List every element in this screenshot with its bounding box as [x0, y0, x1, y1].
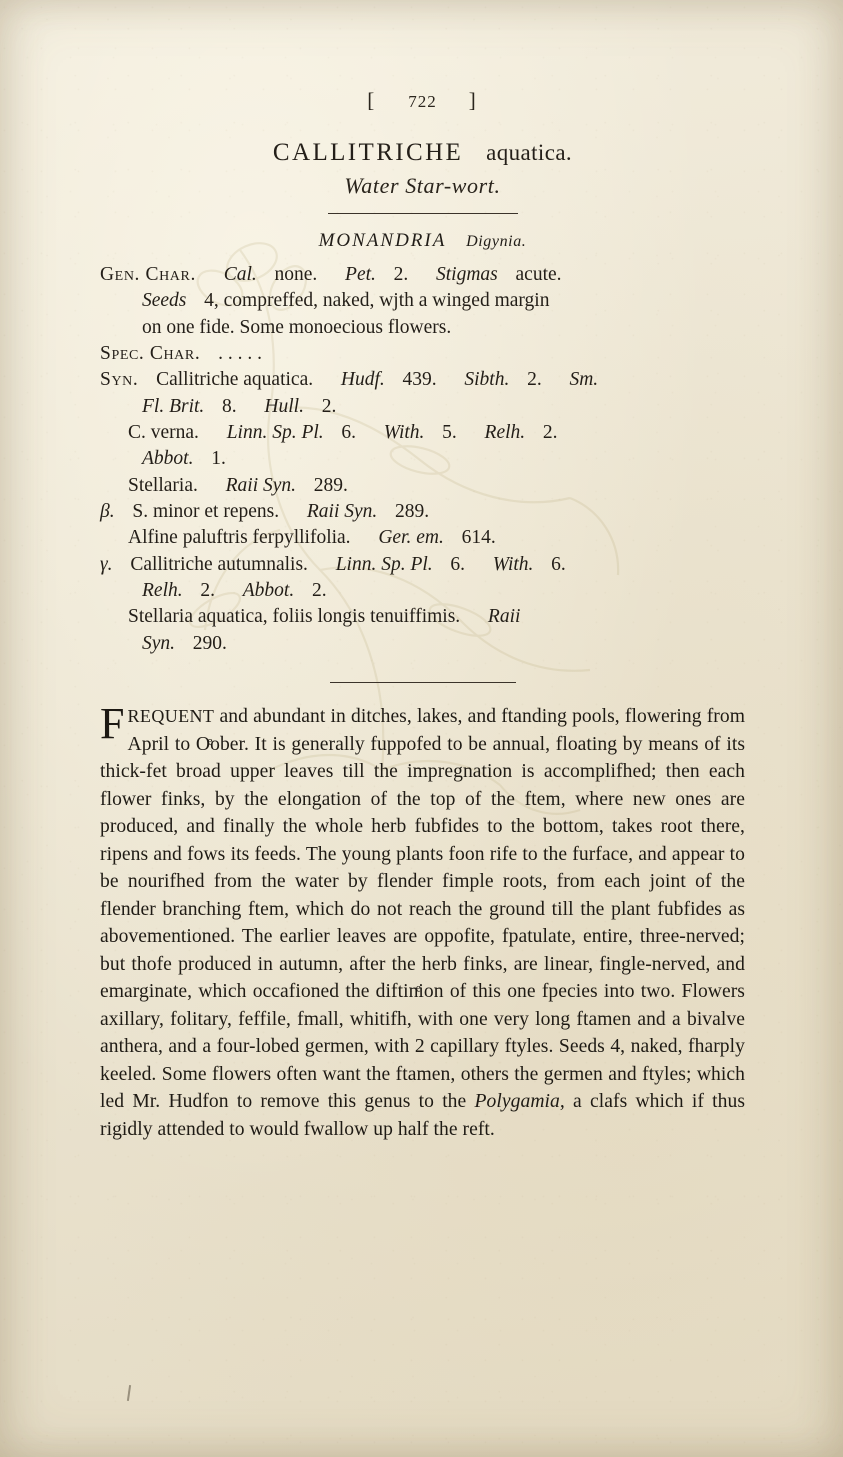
syn-ref-relh-2: Relh.	[142, 580, 183, 602]
page-number-value: 722	[408, 92, 437, 111]
syn-name-2: C. verna.	[128, 422, 199, 444]
drop-cap: F	[100, 699, 125, 749]
spec-char-line	[100, 341, 745, 366]
classification-line	[100, 230, 745, 252]
syn-ref-relh: Relh.	[484, 422, 526, 444]
syn-name-3: Stellaria.	[128, 474, 198, 496]
syn-ref-ger: Ger. em.	[378, 527, 444, 549]
syn-ref-raii-3: Raii	[487, 606, 521, 628]
syn-ref-linn-2: Linn. Sp. Pl.	[335, 553, 433, 575]
syn-ref-sm: Sm.	[569, 369, 599, 391]
syn-line-4	[100, 446, 745, 471]
gen-char-seeds-value: 4, compreffed, naked, wjth a winged margin	[204, 290, 550, 312]
syn-name-7: Stellaria aquatica, foliis longis tenuiffimis.	[128, 606, 461, 628]
syn-label: Syn.	[100, 369, 139, 391]
syn-ref-with-2-num: 6.	[551, 553, 566, 575]
syn-name-1: Callitriche aquatica.	[156, 369, 314, 391]
gen-char-stigmas: Stigmas	[436, 264, 498, 285]
description-paragraph	[100, 699, 745, 1143]
gen-char-cal: Cal.	[223, 264, 257, 285]
syn-ref-hudson-num: 439.	[402, 369, 437, 391]
syn-ref-raii-2-num: 289.	[395, 501, 430, 523]
syn-ref-relh-2-num: 2.	[200, 580, 215, 602]
syn-ref-raii-2: Raii Syn.	[306, 501, 378, 523]
syn-ref-flbrit-num: 8.	[222, 395, 237, 417]
syn-line-9	[100, 578, 745, 603]
syn-ref-with-num: 5.	[442, 422, 457, 444]
syn-ref-with-2: With.	[492, 553, 534, 575]
gen-char-pet-value: 2.	[393, 264, 409, 285]
syn-ref-abbot-2: Abbot.	[242, 580, 295, 602]
syn-ref-with: With.	[383, 422, 425, 444]
syn-line-3	[100, 420, 745, 445]
syn-ref-raii-1-num: 289.	[313, 474, 348, 496]
gen-char-line-2	[100, 288, 745, 313]
page-mark	[127, 1385, 131, 1401]
divider-rule-bottom	[330, 682, 516, 683]
syn-ref-abbot-2-num: 2.	[311, 580, 327, 602]
syn-line-8	[100, 552, 745, 577]
syn-name-4: S. minor et repens.	[132, 501, 280, 523]
syn-line-6	[100, 499, 745, 524]
syn-ref-abbot-num: 1.	[211, 448, 226, 470]
syn-ref-linn-2-num: 6.	[450, 553, 466, 575]
syn-ref-ger-num: 614.	[461, 527, 496, 549]
syn-name-5: Alfine paluftris ferpyllifolia.	[128, 527, 351, 549]
gen-char-line-1	[100, 262, 745, 287]
syn-ref-linn: Linn. Sp. Pl.	[226, 422, 324, 444]
common-name: Water Star-wort.	[344, 173, 501, 198]
syn-ref-sibth: Sibth.	[464, 369, 510, 391]
genus-name: CALLITRICHE	[272, 139, 464, 166]
syn-line-11	[100, 631, 745, 656]
description-main-text: and abundant in ditches, lakes, and ftanding pools, flowering from April to Oͤober. It is generally fuppofed to be annual, floating by means of its thick-fet broad upper leaves till the impregnation is accomplifhed; then each flower finks, by the elongation of the top of the ftem, where new ones are produced, and finally the whole herb fubfides to the bottom, takes root there, ripens and fows its feeds. The young plants foon rife to the furface, and appear to be nourifhed from the water by flender fimple roots, from each joint of the flender branching ftem, which do not reach the ground till the plant fubfides as abovementioned. The earlier leaves are oppofite, fpatulate, entire, three-nerved; but thofe produced in autumn, after the herb finks, are linear, fingle-nerved, and emarginate, which occafioned the diftinͤion of this one fpecies into two. Flowers axillary, folitary, feffile, fmall, whitifh, with one very long ftamen and a bivalve anthera, and a four-lobed germen, with 2 capillary ftyles. Seeds 4, naked, fharply keeled. Some flowers often want the ftamen, others the germen and ftyles; which led Mr. Hudfon to remove this genus to the	[100, 706, 745, 1113]
bracket-open: [	[367, 88, 377, 112]
syn-line-2	[100, 394, 745, 419]
gen-char-line-3: on one fide. Some monoecious flowers.	[142, 316, 452, 338]
page-number	[100, 88, 745, 113]
syn-ref-syn-3: Syn.	[142, 632, 176, 654]
gen-char-label: Gen. Char.	[100, 264, 196, 285]
syn-ref-linn-num: 6.	[341, 422, 357, 444]
species-title	[100, 139, 745, 167]
syn-ref-hull-num: 2.	[321, 395, 337, 417]
gen-char-stigmas-value: acute.	[515, 264, 562, 285]
characters-and-synonyms	[100, 262, 745, 656]
divider-rule-top	[328, 213, 518, 214]
syn-ref-syn-3-num: 290.	[192, 632, 227, 654]
syn-ref-relh-num: 2.	[542, 422, 558, 444]
syn-line-7	[100, 525, 745, 550]
order-name: Digynia.	[466, 233, 527, 250]
syn-line-5	[100, 473, 745, 498]
syn-ref-abbot: Abbot.	[142, 448, 194, 470]
gen-char-cal-value: none.	[274, 264, 318, 285]
spec-char-value: . . . . .	[218, 343, 262, 365]
syn-ref-sibth-num: 2.	[527, 369, 542, 391]
syn-name-6: Callitriche autumnalis.	[130, 553, 308, 575]
gen-char-pet: Pet.	[345, 264, 376, 285]
variety-gamma-marker: γ.	[100, 553, 113, 575]
description-body	[100, 699, 745, 1143]
spec-char-label: Spec. Char.	[100, 343, 201, 365]
syn-ref-raii-1: Raii Syn.	[225, 474, 297, 496]
species-epithet: aquatica.	[486, 140, 573, 165]
description-first-word: REQUENT	[127, 706, 215, 727]
class-name: MONANDRIA	[318, 230, 447, 251]
syn-ref-flbrit: Fl. Brit.	[142, 395, 205, 417]
description-tail-text: a clafs which if thus rigidly attended to would fwallow up half the reft.	[100, 1091, 745, 1140]
syn-line-1	[100, 367, 745, 392]
variety-beta-marker: β.	[100, 501, 115, 523]
syn-ref-hudson: Hudf.	[340, 369, 385, 391]
syn-ref-hull: Hull.	[264, 395, 304, 417]
gen-char-seeds: Seeds	[142, 290, 187, 312]
polygamia-reference: Polygamia,	[474, 1091, 565, 1113]
bracket-close: ]	[468, 88, 478, 112]
syn-line-10	[100, 604, 745, 629]
